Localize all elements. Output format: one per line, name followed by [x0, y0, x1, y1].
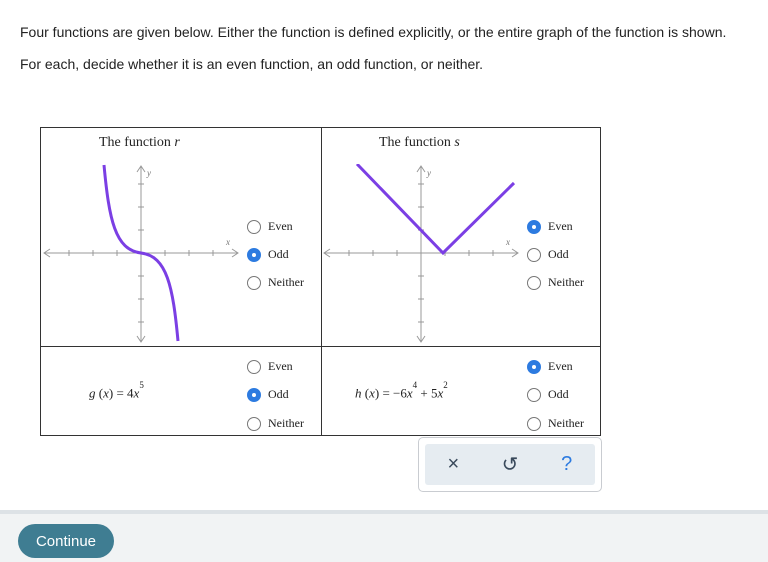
problem-grid: [40, 127, 601, 436]
function-s-y-axis-label: y: [427, 168, 431, 178]
function-s-radio-odd[interactable]: [527, 248, 541, 262]
function-g-formula: g $(x) = 4x^5$: [89, 380, 144, 401]
function-s-option-even[interactable]: Even: [527, 219, 573, 234]
function-s-radio-even[interactable]: [527, 220, 541, 234]
function-r-x-axis-label: x: [226, 237, 230, 247]
function-h-formula: h $(x) = -6x^4 + 5x^2$: [355, 380, 448, 401]
function-r-option-odd[interactable]: Odd: [247, 247, 289, 262]
function-s-name: s: [454, 135, 460, 150]
function-s-curve: [357, 164, 514, 253]
function-g-option-even[interactable]: Even: [247, 359, 293, 374]
function-s-graph: [321, 164, 521, 344]
function-r-name: r: [174, 135, 180, 150]
function-r-option-even[interactable]: Even: [247, 219, 293, 234]
function-r-graph: [41, 164, 241, 344]
grid-divider-horizontal: [41, 346, 600, 347]
function-h-radio-even[interactable]: [527, 360, 541, 374]
function-s-title: The function s: [379, 135, 460, 150]
clear-icon[interactable]: ×: [447, 453, 460, 475]
function-r-y-axis-label: y: [147, 168, 151, 178]
function-r-radio-neither[interactable]: [247, 276, 261, 290]
function-g-radio-even[interactable]: [247, 360, 261, 374]
help-icon[interactable]: ?: [561, 453, 573, 475]
function-r-radio-even[interactable]: [247, 220, 261, 234]
function-h-radio-neither[interactable]: [527, 417, 541, 431]
function-h-option-neither[interactable]: Neither: [527, 416, 584, 431]
instructions-line-1: Four functions are given below. Either the function is defined explicitly, or the entire graph of the function is shown.: [20, 24, 727, 40]
footer-bar: [0, 510, 768, 562]
function-s-radio-neither[interactable]: [527, 276, 541, 290]
answer-toolbox: [418, 437, 602, 492]
instructions-line-2: For each, decide whether it is an even function, an odd function, or neither.: [20, 56, 484, 72]
function-h-radio-odd[interactable]: [527, 388, 541, 402]
function-s-x-axis-label: x: [506, 237, 510, 247]
function-g-radio-neither[interactable]: [247, 417, 261, 431]
function-r-option-neither[interactable]: Neither: [247, 275, 304, 290]
continue-button[interactable]: Continue: [18, 524, 114, 558]
function-h-option-even[interactable]: Even: [527, 359, 573, 374]
function-g-radio-odd[interactable]: [247, 388, 261, 402]
function-r-title: The function r: [99, 135, 180, 150]
function-s-option-neither[interactable]: Neither: [527, 275, 584, 290]
function-g-option-neither[interactable]: Neither: [247, 416, 304, 431]
function-g-option-odd[interactable]: Odd: [247, 387, 289, 402]
function-h-option-odd[interactable]: Odd: [527, 387, 569, 402]
undo-icon[interactable]: ↺: [501, 454, 519, 476]
answer-toolbox-bar: [425, 444, 595, 485]
function-s-option-odd[interactable]: Odd: [527, 247, 569, 262]
function-r-radio-odd[interactable]: [247, 248, 261, 262]
